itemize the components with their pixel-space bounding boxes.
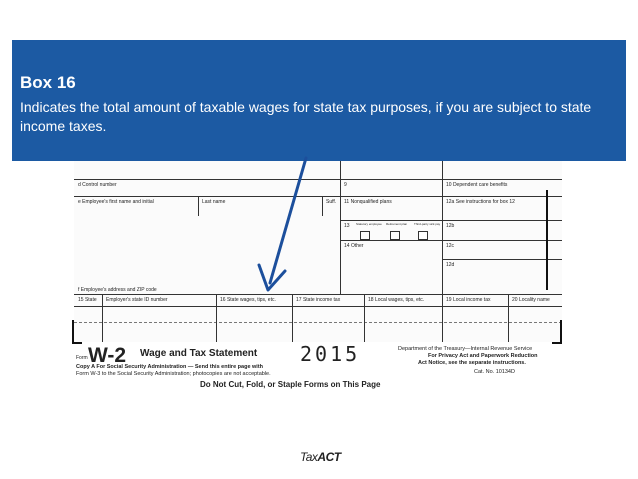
rule [442, 294, 443, 342]
w2-footer [76, 344, 568, 406]
rule [292, 294, 293, 342]
callout-box [12, 40, 626, 161]
statutory-employee-label: Statutory employee [356, 222, 382, 226]
rule [74, 294, 562, 295]
box-13-label: 13 [344, 223, 350, 229]
rule [216, 294, 217, 342]
box-12b-label: 12b [446, 223, 455, 229]
do-not-cut-notice: Do Not Cut, Fold, or Staple Forms on This Page [200, 380, 381, 389]
treasury-dept: Department of the Treasury—Internal Revenue Service [398, 346, 533, 352]
rule [340, 160, 341, 294]
rule [74, 196, 562, 197]
box-19-label: 19 Local income tax [446, 297, 491, 303]
retirement-plan-checkbox[interactable] [390, 231, 400, 240]
retirement-plan-label: Retirement plan [386, 222, 408, 226]
box-9-label: 9 [344, 182, 347, 188]
box-10-label: 10 Dependent care benefits [446, 182, 508, 188]
taxact-logo [300, 450, 341, 464]
form-year: 2015 [300, 342, 361, 366]
copy-a-text: Copy A For Social Security Administration — Send this entire page with [76, 364, 264, 370]
rule [340, 240, 562, 241]
box-f-label: f Employee's address and ZIP code [78, 287, 157, 293]
corner-bracket [72, 320, 82, 344]
box-14-label: 14 Other [344, 243, 364, 249]
box-12c-label: 12c [446, 243, 455, 249]
cat-number: Cat. No. 10134D [474, 369, 515, 375]
rule [442, 259, 562, 260]
dashed-rule [74, 322, 562, 323]
box-15-state-label: 15 State [78, 297, 97, 303]
logo-text-tax: Tax [300, 450, 318, 464]
rule [508, 294, 509, 342]
last-name-label: Last name [202, 199, 226, 205]
box-20-label: 20 Locality name [512, 297, 550, 303]
third-party-sick-pay-checkbox[interactable] [418, 231, 428, 240]
rule [198, 196, 199, 216]
third-party-sick-pay-label: Third-party sick pay [414, 222, 441, 226]
rule [340, 220, 562, 221]
box-11-label: 11 Nonqualified plans [344, 199, 392, 205]
logo-text-act: ACT [317, 450, 341, 464]
box-18-label: 18 Local wages, tips, etc. [368, 297, 425, 303]
callout-description: Indicates the total amount of taxable wages for state tax purposes, if you are subject to state income taxes. [20, 99, 592, 134]
box-d-label: d Control number [78, 182, 117, 188]
box-17-label: 17 State income tax [296, 297, 341, 303]
box-12d-label: 12d [446, 262, 455, 268]
form-code: W-2 [88, 344, 127, 367]
box-12a-label: 12a See instructions for box 12 [446, 199, 515, 205]
rule [442, 160, 443, 294]
rule [74, 306, 562, 307]
callout-title: Box 16 [20, 73, 76, 92]
box-e-label: e Employee's first name and initial [78, 199, 154, 205]
rule [364, 294, 365, 342]
privacy-notice: For Privacy Act and Paperwork Reduction [428, 353, 538, 359]
form-w3-text: Form W-3 to the Social Security Administration; photocopies are not acceptable. [76, 371, 271, 377]
suffix-label: Suff. [326, 199, 337, 205]
form-label: Form [76, 355, 88, 361]
w2-form-fields [74, 130, 562, 342]
act-notice: Act Notice, see the separate instructions. [418, 360, 526, 366]
rule [74, 179, 562, 180]
form-title: Wage and Tax Statement [140, 348, 258, 359]
statutory-employee-checkbox[interactable] [360, 231, 370, 240]
box-16-label: 16 State wages, tips, etc. [220, 297, 276, 303]
corner-bracket [552, 320, 562, 344]
box-15-id-label: Employer's state ID number [106, 297, 168, 303]
rule [546, 190, 548, 290]
rule [322, 196, 323, 216]
rule [102, 294, 103, 342]
